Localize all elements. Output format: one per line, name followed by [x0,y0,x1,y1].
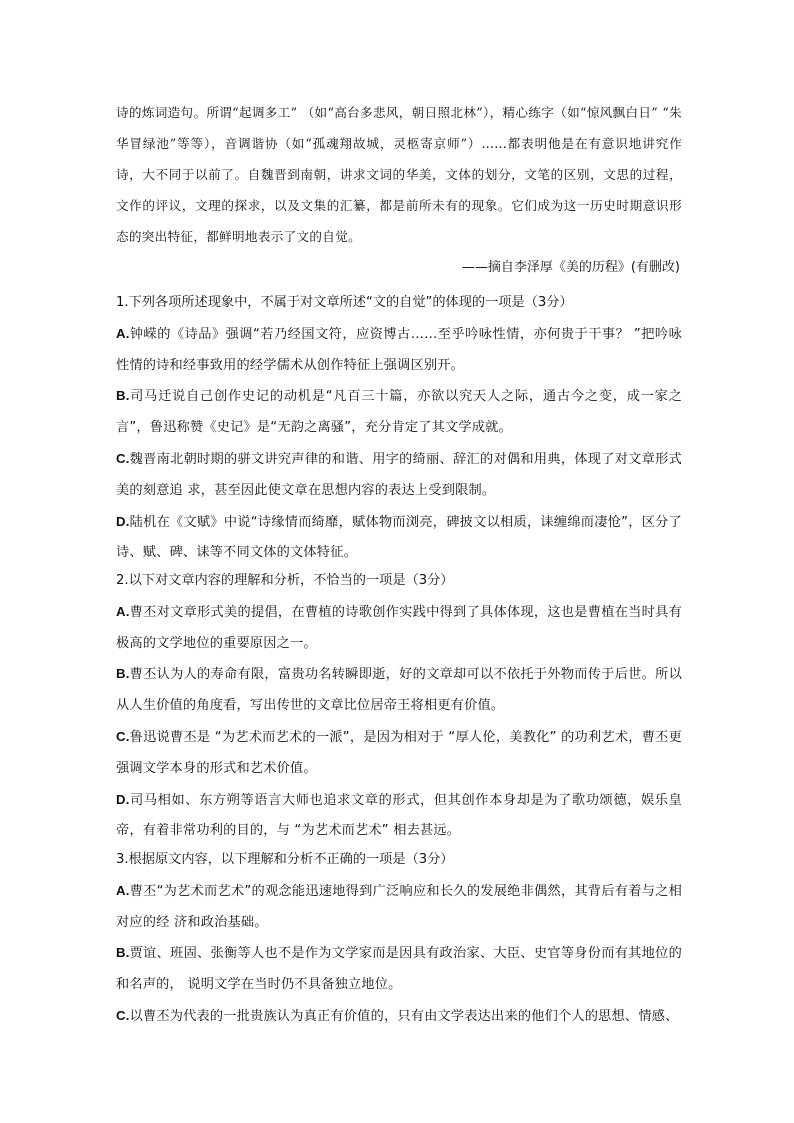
question-2 [116,566,682,847]
option-letter: B. [116,666,130,682]
option-text: 曹丕对文章形式美的提倡，在曹植的诗歌创作实践中得到了具体体现，这也是曹植在当时具有极高的文学地位的重要原因之一。 [116,604,682,651]
option-a[interactable] [116,597,682,660]
option-text: 司马迁说自己创作史记的动机是“凡百三十篇，亦欲以究天人之际，通古今之变，成一家之言”，鲁迅称赞《史记》是“无韵之离骚”，充分肯定了其文学成就。 [116,389,682,436]
question-stem: 2.以下对文章内容的理解和分析，不恰当的一项是（3分） [116,573,454,588]
option-text: 贾谊、班固、张衡等人也不是作为文学家而是因具有政治家、大臣、史官等身份而有其地位的和名声的， 说明文学在当时仍不具备独立地位。 [116,946,682,993]
option-letter: B. [116,388,130,404]
option-a[interactable] [116,876,682,939]
passage-paragraph: 诗的炼词造句。所谓“起调多工” （如“高台多悲风，朝日照北林”），精心练字（如“惊风飘白日” “朱华冒绿池”等等），音调谐协（如“孤魂翔故城，灵柩寄京师”）……都表明他是在有意识地讲究作诗，大不同于以前了。自魏晋到南朝，讲求文词的华美，文体的划分，文笔的区别，文思的过程，文作的评议，文理的探求，以及文集的汇纂，都是前所未有的现象。它们成为这一历史时期意识形态的突出特征，都鲜明地表示了文的自觉。 [116,105,682,244]
question-stem: 3.根据原文内容，以下理解和分析不正确的一项是（3分） [116,852,454,867]
option-b[interactable] [116,659,682,722]
option-text: 魏晋南北朝时期的骈文讲究声律的和谐、用字的绮丽、辞汇的对偶和用典，体现了对文章形式美的刻意追 求，甚至因此使文章在思想内容的表达上受到限制。 [116,451,682,498]
option-c[interactable] [116,444,682,507]
option-letter: A. [116,603,130,619]
option-c[interactable] [116,722,682,785]
option-letter: C. [116,1007,130,1023]
option-letter: C. [116,450,130,466]
option-letter: A. [116,882,130,898]
option-b[interactable] [116,938,682,1001]
option-text: 钟嵘的《诗品》强调“若乃经国文符，应资博古……至乎吟咏性情，亦何贵于干事？ ”把吟咏性情的诗和经事致用的经学儒术从创作特征上强调区别开。 [116,326,682,373]
option-letter: D. [116,513,130,529]
option-text: 陆机在《文赋》中说“诗缘情而绮靡，赋体物而浏亮，碑披文以相质，诔缠绵而凄怆”，区分了诗、赋、碑、诔等不同文体的文体特征。 [116,514,682,561]
option-a[interactable] [116,319,682,382]
option-text: 鲁迅说曹丕是 “为艺术而艺术的一派”，是因为相对于 “厚人伦，美教化” 的功利艺术，曹丕更强调文学本身的形式和艺术价值。 [116,729,682,776]
option-letter: D. [116,791,130,807]
option-text: 司马相如、东方朔等语言大师也追求文章的形式，但其创作本身却是为了歌功颂德，娱乐皇帝，有着非常功利的目的，与 “为艺术而艺术” 相去甚远。 [116,792,682,839]
option-b[interactable] [116,381,682,444]
option-letter: B. [116,945,130,961]
option-letter: C. [116,728,130,744]
option-d[interactable] [116,785,682,848]
option-text: 曹丕认为人的寿命有限，富贵功名转瞬即逝，好的文章却可以不依托于外物而传于后世。所以从人生价值的角度看，写出传世的文章比位居帝王将相更有价值。 [116,667,682,714]
option-letter: A. [116,325,130,341]
option-text: 以曹丕为代表的一批贵族认为真正有价值的，只有由文学表达出来的他们个人的思想、情感、 [129,1008,679,1024]
option-text: 曹丕“为艺术而艺术”的观念能迅速地得到广泛响应和长久的发展绝非偶然，其背后有着与之相对应的经 济和政治基础。 [116,883,682,930]
question-1 [116,288,682,569]
question-3 [116,845,682,1033]
passage-excerpt [116,97,682,252]
option-d[interactable] [116,507,682,570]
question-stem: 1.下列各项所述现象中，不属于对文章所述“文的自觉”的体现的一项是（3分） [116,295,573,310]
source-citation: ——摘自李泽厚《美的历程》(有删改) [461,260,680,275]
option-c[interactable] [116,1001,682,1033]
